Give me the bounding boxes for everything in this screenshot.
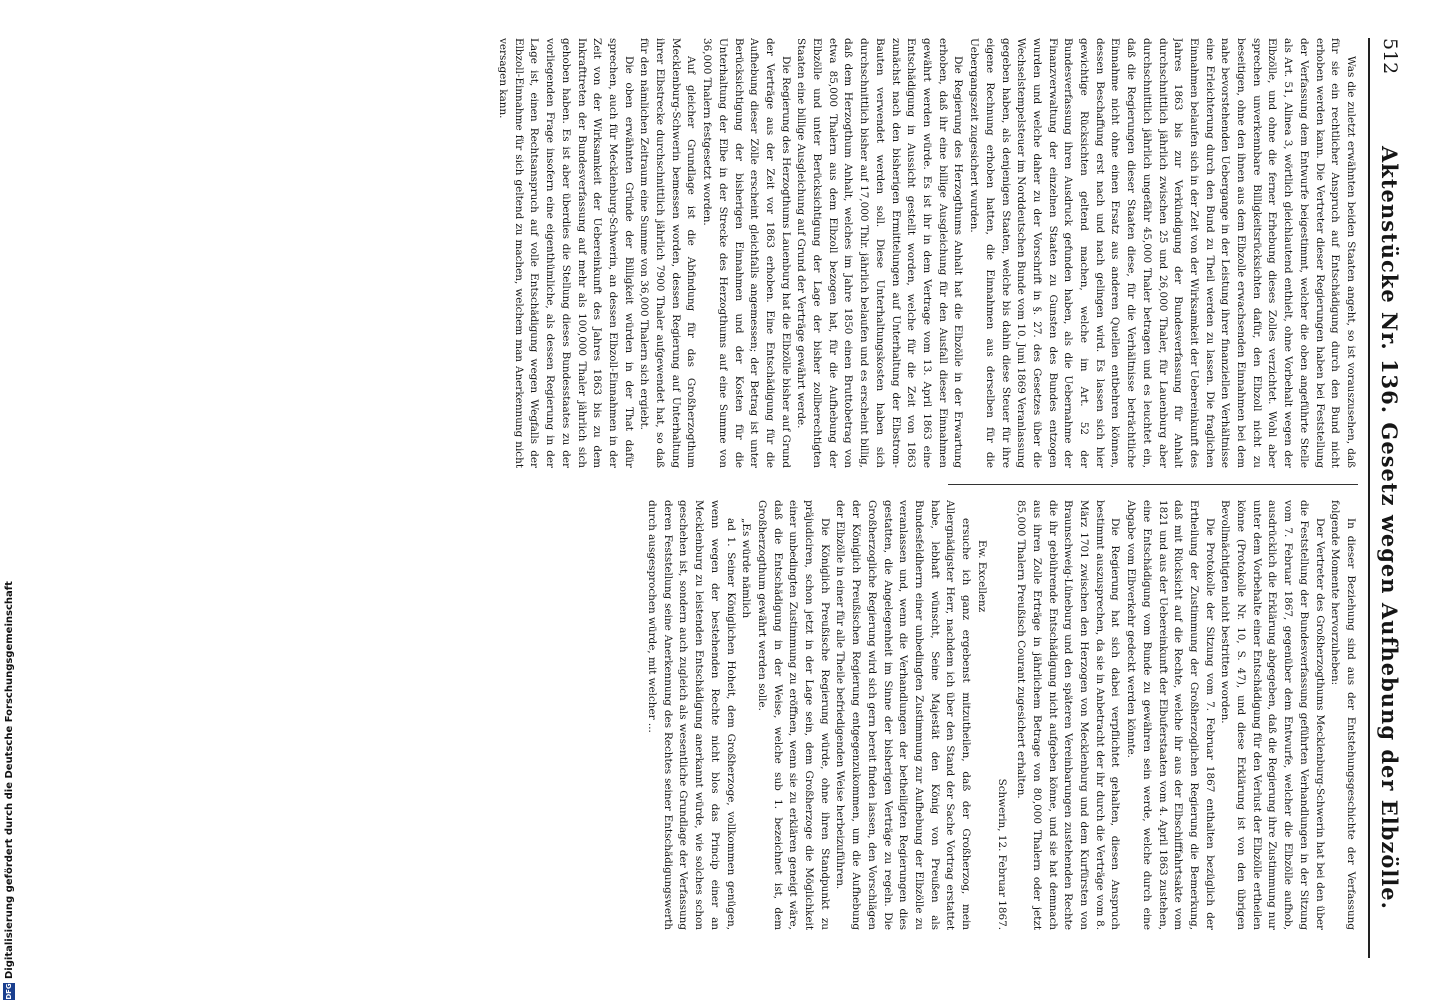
digitization-note: Digitalisierung gefördert durch die Deutsche Forschungsgemeinschaft (3, 581, 15, 979)
dfg-logo: DFG (5, 983, 13, 1000)
paragraph: ersuche ich ganz ergebenst mitzutheilen, daß der Großherzog, mein Allergnädigster Herr, nachdem ich über den Stand der Sache Vortrag erstattet habe, lebhaft wünscht, Seine Majestät den König von Preußen als Bundesfeldherrn einer unbedingten Zustimmung zur Aufhebung der Elbzölle zu veranlassen und, wenn die Verhandlungen der betheiligten Regierungen dies gestatten, die Angelegenheit im Sinne der bisherigen Verträge zu regeln. Die Großherzogliche Regierung wird sich gern bereit finden lassen, den Vorschlägen der Königlich Preußischen Regierung entgegenzukommen, um die Aufhebung der Elbzölle in einer für alle Theile befriedigenden Weise herbeizuführen. (834, 500, 973, 930)
letter-salutation: Ew. Excellenz (975, 540, 988, 613)
paragraph: Die Regierung des Herzogthums Anhalt hat die Elbzölle in der Erwartung erhoben, daß ihr eine billige Ausgleichung für den Ausfall dieser Einnahmen gewährt werden würde. Es ist ihr in dem Vertrage vom 13. April 1863 eine Entschädigung in Aussicht gestellt worden, welche für die Zeit von 1863 zunächst nach den bisherigen Ermittelungen auf Unterhaltung der Elbstrom-Bauten verwendet werden soll. Diese Unterhaltungskosten haben sich durchschnittlich bisher auf 17,000 Thlr. jährlich belaufen und es erscheint billig, daß dem Herzogthum Anhalt, welches im Jahre 1850 einen Bruttobetrag von etwa 85,000 Thalern aus dem Elbzoll bezogen hat, für die Aufhebung der Elbzölle und unter Berücksichtigung der Lage der bisher zollberechtigten Staaten eine billige Ausgleichung auf Grund der Verträge gewährt werde. (795, 38, 965, 468)
letter-date: Schwerin, 12. Februar 1867. (995, 778, 1008, 930)
paragraph: Die Regierung des Herzogthums Lauenburg hat die Elbzölle bisher auf Grund der Verträge aus der Zeit vor 1863 erhoben. Eine Entschädigung für die Aufhebung dieser Zölle erscheint gleichfalls angemessen; der Betrag ist unter Berücksichtigung der bisherigen Einnahmen und der Kosten für die Unterhaltung der Elbe in der Strecke des Herzogthums auf eine Summe von 36,000 Thalern festgesetzt worden. (701, 38, 792, 468)
digitization-stamp (2, 310, 16, 1000)
paragraph: Die oben erwähnten Gründe der Billigkeit würden in der That dafür sprechen, auch für Mecklenburg-Schwerin, an dessen Elbzoll-Einnahmen in der Zeit von der Wirksamkeit der Uebereinkunft des Jahres 1863 bis zu dem Inkrafttreten der Bundesverfassung auf mehr als 100,000 Thaler jährlich sich gehoben haben. Es ist aber überdies die Stellung dieses Bundesstaates zu der vorliegenden Frage insofern eine eigenthümliche, als dessen Regierung in der Lage ist, einen Rechtsanspruch auf volle Entschädigung wegen Wegfalls der Elbzoll-Einnahme für sich geltend zu machen, welchem man Anerkennung nicht versagen kann. (497, 38, 635, 468)
paragraph: Der Vertreter des Großherzogthums Mecklenburg-Schwerin hat bei den über die Feststellung der Bundesverfassung geführten Verhandlungen in der Sitzung vom 7. Februar 1867, gegenüber dem Entwurfe, welcher die Elbzölle aufhob, ausdrücklich die Erklärung abgegeben, daß die Regierung ihre Zustimmung nur unter dem Vorbehalte einer Entschädigung für den Verlust der Elbzölle ertheilen könne (Protokolle Nr. 10, S. 47), und diese Erklärung ist von den übrigen Bevollmächtigten nicht bestritten worden. (1219, 500, 1326, 930)
page-header (1368, 38, 1410, 958)
right-column (643, 500, 1358, 930)
paragraph: Die Königlich Preußische Regierung würde, ohne ihren Standpunkt zu präjudiciren, schon jetzt in der Lage sein, dem Großherzoge die Möglichkeit einer unbedingten Zustimmung zu eröffnen, wenn sie zu erklären geneigt wäre, daß die Entschädigung in der Weise, welche sub 1. bezeichnet ist, dem Großherzogthum gewährt werden solle. (755, 500, 831, 930)
paragraph: Die Regierung hat sich dabei verpflichtet gehalten, diesen Anspruch bestimmt auszusprechen, da sie in Anbetracht der ihr durch die Verträge vom 8. März 1701 zwischen den Herzogen von Mecklenburg und dem Kurfürsten von Braunschweig-Lüneburg und den späteren Vereinbarungen zustehenden Rechte die ihr gebührende Entschädigung nicht aufgeben könne, und sie hat demnach aus ihren Zolle Erträge in jährlichem Betrage von 80,000 Thalern oder jetzt 85,000 Thalern Preußisch Courant zugesichert erhalten. (1015, 500, 1122, 930)
left-column (494, 38, 1358, 468)
scanned-page (80, 38, 1410, 958)
page-number: 512 (1379, 38, 1401, 75)
paragraph: ad 1. Seiner Königlichen Hoheit, dem Großherzoge, vollkommen genügen, wenn wegen der bestehenden Rechte nicht blos das Princip einer an Mecklenburg zu leistenden Entschädigung anerkannt würde, wie solches schon geschehen ist, sondern auch zugleich als wesentliche Grundlage der Verfassung deren Feststellung seine Anerkennung des Rechtes seiner Entschädigungswerth durch ausgesprochen würde, mit welcher ... (646, 500, 737, 930)
paragraph: Die Protokolle der Sitzung vom 7. Februar 1867 enthalten bezüglich der Ertheilung der Zustimmung der Großherzoglichen Regierung die Bemerkung, daß mit Rücksicht auf die Rechte, welche ihr aus der Elbschifffahrtsakte vom 1821 und aus der Uebereinkunft der Elbuferstaaten vom 4. April 1863 zustehen, eine Entschädigung vom Bunde zu gewähren sein werde, welche durch eine Abgabe vom Elbverkehr gedeckt werden könnte. (1125, 500, 1216, 930)
paragraph: Auf gleicher Grundlage ist die Abfindung für das Großherzogthum Mecklenburg-Schwerin bemessen worden, dessen Regierung auf Unterhaltung ihrer Elbstrecke durchschnittlich jährlich 7900 Thaler aufgewendet hat, so daß für den nämlichen Zeitraum eine Summe von 36,000 Thalern sich ergiebt. (638, 38, 698, 468)
paragraph: In dieser Beziehung sind aus der Entstehungsgeschichte der Verfassung folgende Momente hervorzuheben: (1329, 500, 1357, 930)
paragraph: „Es würde nämlich (740, 518, 753, 619)
column-divider (948, 484, 1358, 485)
paragraph: Was die zuletzt erwähnten beiden Staaten angeht, so ist vorauszusehen, daß für sie ein rechtlicher Anspruch auf Entschädigung durch den Bund nicht erhoben werden kann. Die Vertreter dieser Regierungen haben bei Feststellung der Verfassung dem Entwurfe beigestimmt, welcher die oben angeführte Stelle als Art. 51, Alinea 3, wörtlich gleichlautend enthielt, ohne Vorbehalt wegen der Elbzölle, und ohne die ferner Erhebung dieses Zolles verzichtet. Wohl aber sprechen unverkennbare Billigkeitsrücksichten dafür, den Elbzoll nicht zu beseitigen, ohne den ihnen aus dem Elbzolle erwachsenden Einnahmen bei dem nahe bevorstehenden Uebergange in der Leistung ihrer finanziellen Verhältnisse eine Erleichterung durch den Bund zu Theil werden zu lassen. Die fraglichen Einnahmen belaufen sich in der Zeit von der Wirksamkeit der Uebereinkunft des Jahres 1863 bis zur Verkündigung der Bundesverfassung für Anhalt durchschnittlich jährlich zwischen 25 und 26,000 Thaler, für Lauenburg aber durchschnittlich jährlich ungefähr 45,000 Thaler betragen und es leuchtet ein, daß die Regierungen dieser Staaten diese, für die Verhältnisse beträchtliche Einnahme nicht ohne einen Ersatz aus anderen Quellen entbehren können, dessen Beschaffung erst nach und nach gelingen wird. Es lassen sich hier gewichtige Rücksichten geltend machen, welche im Art. 52 der Bundesverfassung ihren Ausdruck gefunden haben, als die Uebernahme der Finanzverwaltung der einzelnen Staaten zu Gunsten des Bundes entzogen wurden und welche daher zu der Vorschrift in §. 27. des Gesetzes über die Wechselstempelsteuer im Norddeutschen Bunde vom 10. Juni 1869 Veranlassung gegeben haben, als denjenigen Staaten, welche bis dahin diese Steuer für ihre eigene Rechnung erhoben hatten, die Einnahmen aus derselben für die Uebergangszeit zugesichert wurden. (968, 38, 1357, 468)
page-title: Aktenstücke Nr. 136. Gesetz wegen Aufhebung der Elbzölle. (1377, 146, 1403, 910)
